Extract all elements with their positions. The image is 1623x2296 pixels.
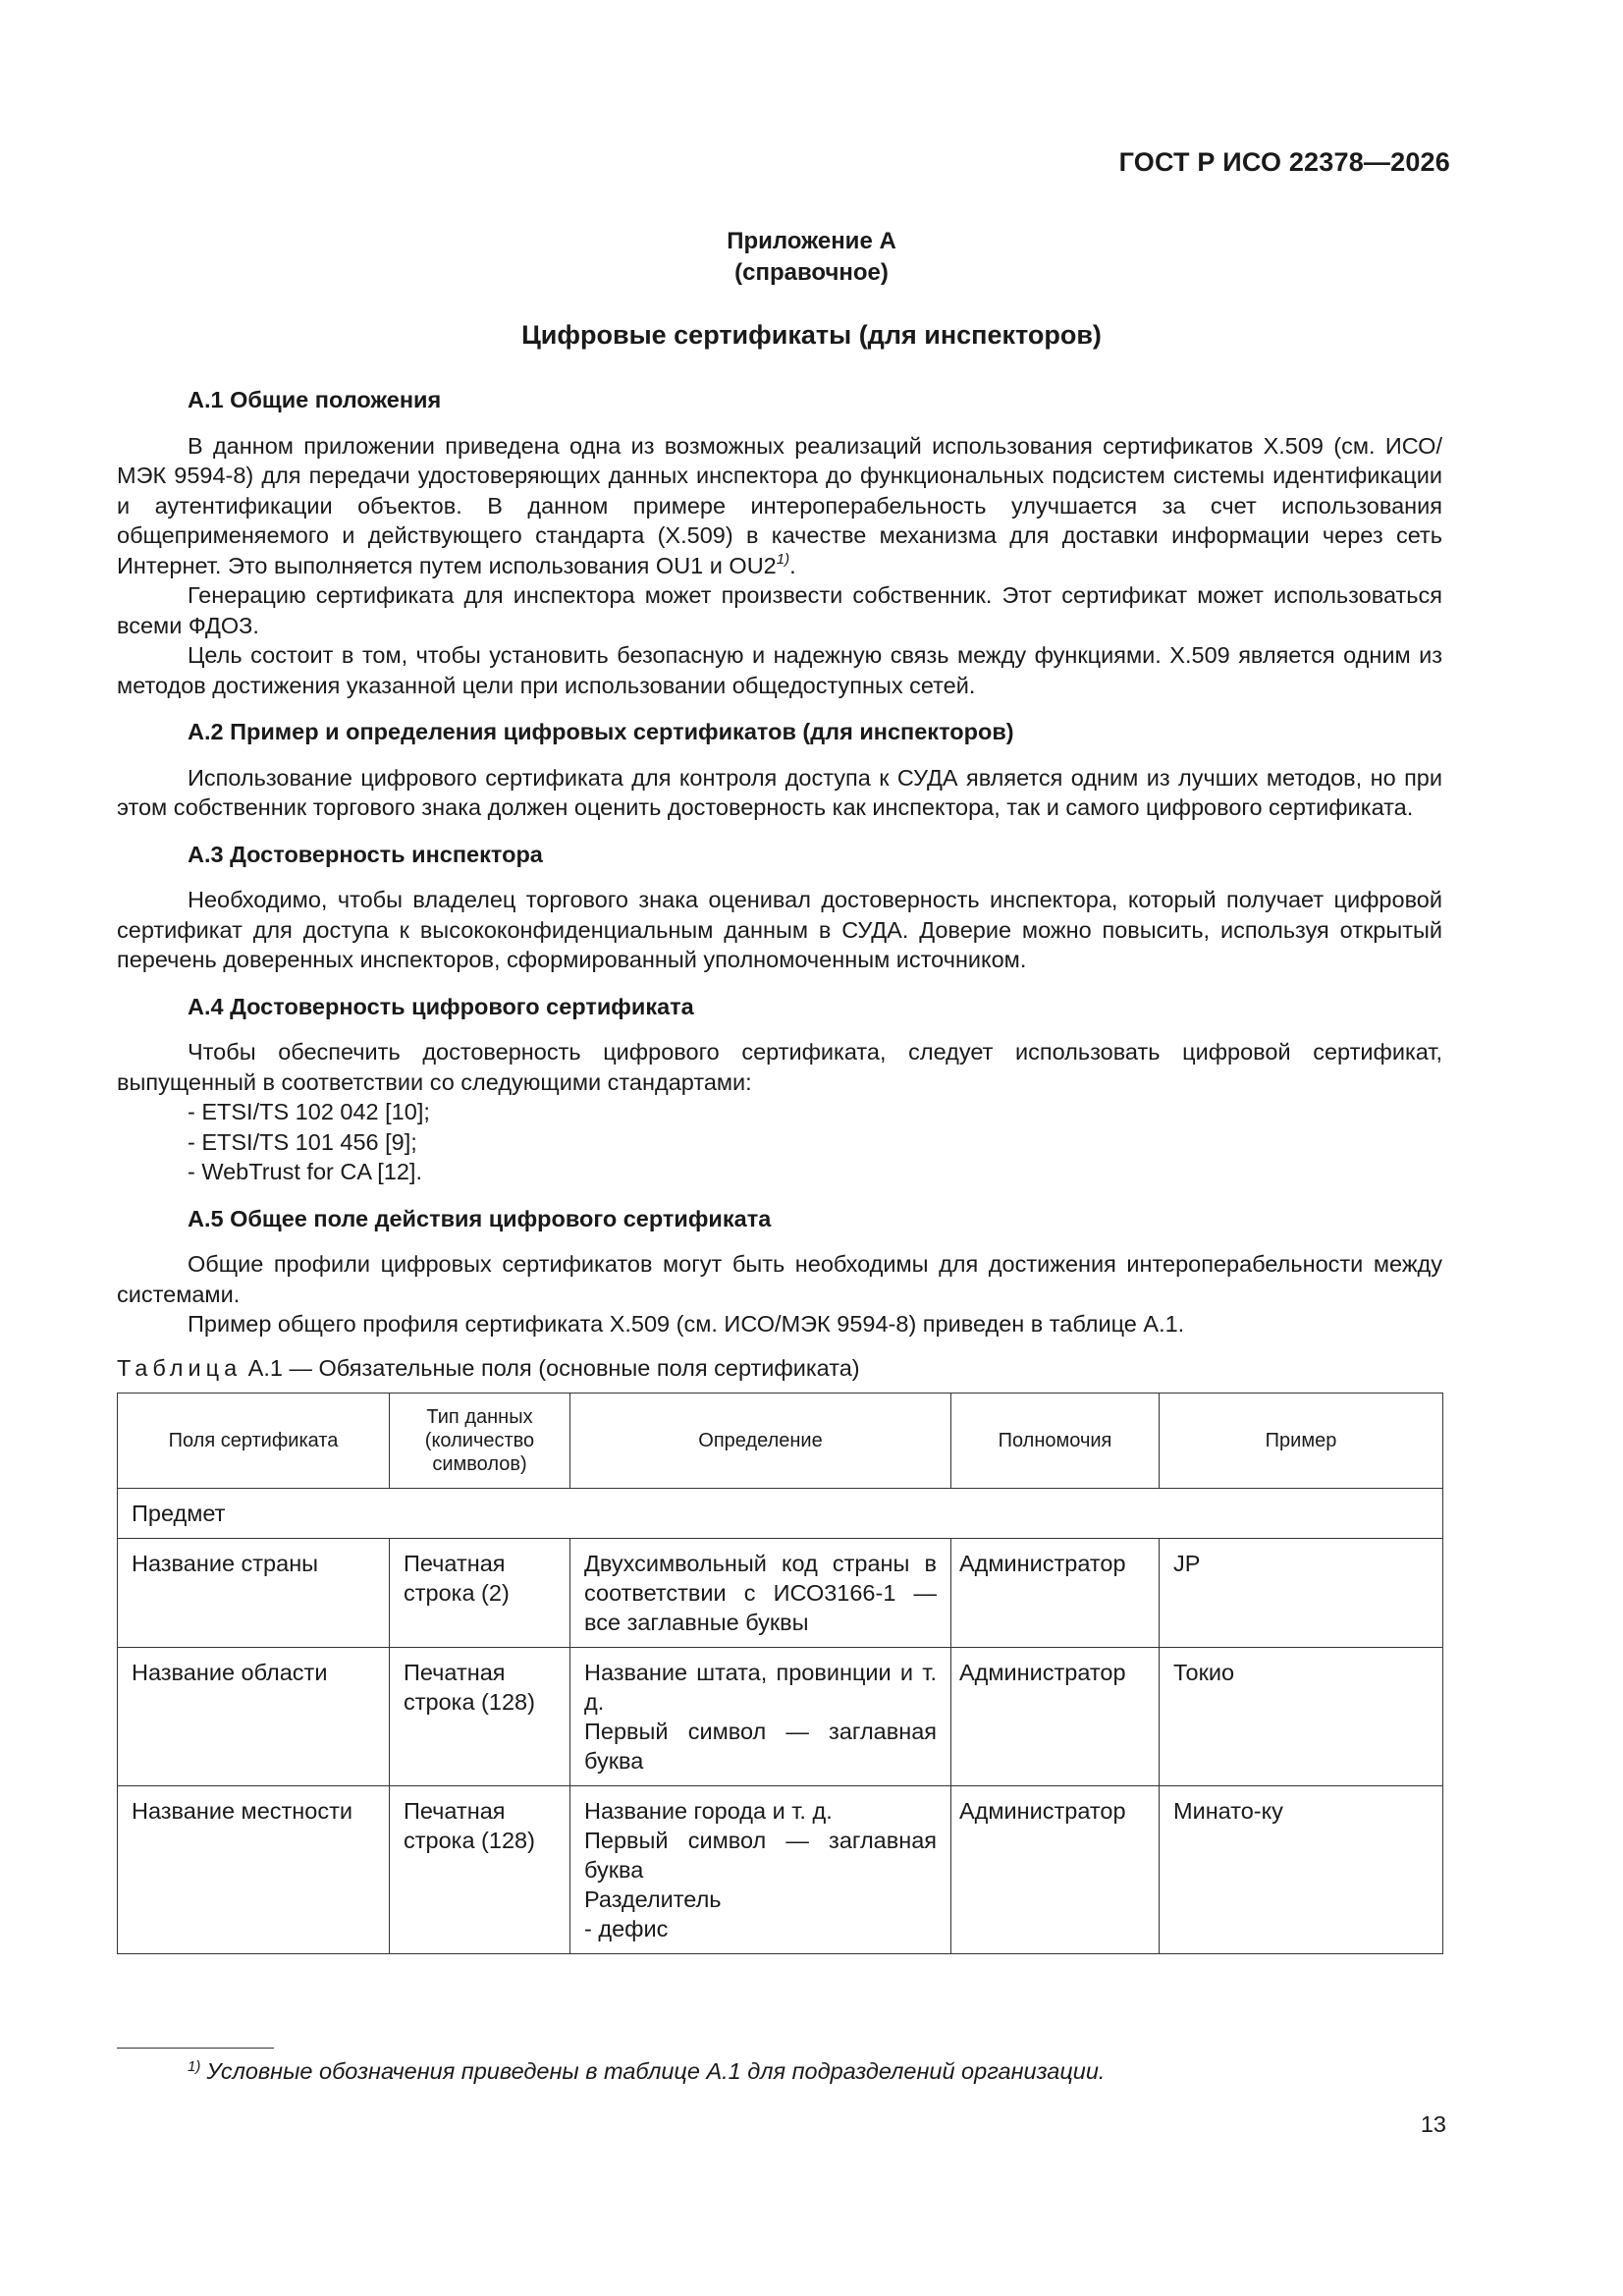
column-header: Полномочия bbox=[951, 1394, 1160, 1489]
table-cell: Токио bbox=[1160, 1648, 1443, 1786]
section-a5-paragraph: Пример общего профиля сертификата X.509 (см. ИСО/МЭК 9594-8) приведен в таблице А.1. bbox=[188, 1311, 1185, 1337]
list-item: - ETSI/TS 102 042 [10]; bbox=[188, 1099, 430, 1124]
table-cell: Название местности bbox=[118, 1786, 390, 1954]
table-cell: Минато-ку bbox=[1160, 1786, 1443, 1954]
table-cell: Название области bbox=[118, 1648, 390, 1786]
table-cell: JP bbox=[1160, 1539, 1443, 1648]
table-cell: Название штата, провинции и т. д. Первый символ — заглавная буква bbox=[570, 1648, 951, 1786]
section-a1-paragraph bbox=[117, 431, 1442, 581]
certificate-fields-table bbox=[117, 1393, 1443, 1954]
section-a1-paragraph-text: В данном приложении приведена одна из возможных реализаций использования сертификатов X.509 (см. ИСО/МЭК 9594-8) для передачи удостоверяющих данных инспектора до функциональных подсистем системы идентификации и аутентификации объектов. В данном примере интероперабельность улучшается за счет использования общеприменяемого и действующего стандарта (X.509) в качестве механизма для доставки информации через сеть Интернет. Это выполняется путем использования OU1 и OU2 bbox=[117, 432, 1442, 578]
table-header-row bbox=[118, 1394, 1443, 1489]
section-a4-paragraph: Чтобы обеспечить достоверность цифрового сертификата, следует использовать цифровой сертификат, выпущенный в соответствии со следующими стандартами: bbox=[117, 1039, 1442, 1095]
annex-title: Цифровые сертификаты (для инспекторов) bbox=[521, 320, 1102, 350]
section-a1-heading: А.1 Общие положения bbox=[188, 387, 442, 412]
section-a3-heading: А.3 Достоверность инспектора bbox=[188, 841, 543, 867]
list-item: - ETSI/TS 101 456 [9]; bbox=[188, 1128, 417, 1155]
table-cell: Печатная строка (2) bbox=[390, 1539, 570, 1648]
footnote-separator bbox=[117, 2048, 274, 2049]
table-cell: Название страны bbox=[118, 1539, 390, 1648]
column-header: Поля сертификата bbox=[118, 1394, 390, 1489]
column-header: Пример bbox=[1160, 1394, 1443, 1489]
section-a5-paragraph: Общие профили цифровых сертификатов могут быть необходимы для достижения интероперабельности между системами. bbox=[117, 1251, 1442, 1307]
annex-kind: (справочное) bbox=[734, 259, 889, 286]
section-a1-paragraph: Генерацию сертификата для инспектора может произвести собственник. Этот сертификат может использоваться всеми ФДОЗ. bbox=[117, 582, 1442, 638]
section-a3-paragraph: Необходимо, чтобы владелец торгового знака оценивал достоверность инспектора, который получает цифровой сертификат для доступа к высококонфиденциальным данным в СУДА. Доверие можно повысить, используя открытый перечень доверенных инспекторов, сформированный уполномоченным источником. bbox=[117, 887, 1442, 972]
table-cell: Администратор bbox=[951, 1786, 1160, 1954]
table-cell: Двухсимвольный код страны в соответствии с ИСО3166-1 — все заглавные буквы bbox=[570, 1539, 951, 1648]
section-a4-heading: А.4 Достоверность цифрового сертификата bbox=[188, 993, 694, 1019]
table-cell: Название города и т. д. Первый символ — заглавная буква Разделитель - дефис bbox=[570, 1786, 951, 1954]
table-caption-label: Таблица bbox=[117, 1354, 243, 1381]
table-cell: Печатная строка (128) bbox=[390, 1648, 570, 1786]
document-body bbox=[117, 385, 1442, 1954]
table-row bbox=[118, 1786, 1443, 1954]
section-a1-paragraph-end: . bbox=[789, 552, 796, 578]
footnote-ref: 1) bbox=[776, 550, 790, 568]
page-number: 13 bbox=[1420, 2111, 1446, 2137]
table-cell: Печатная строка (128) bbox=[390, 1786, 570, 1954]
section-a5-heading: А.5 Общее поле действия цифрового сертификата bbox=[188, 1205, 772, 1231]
column-header: Тип данных (количество символов) bbox=[390, 1394, 570, 1489]
section-a1-paragraph: Цель состоит в том, чтобы установить безопасную и надежную связь между функциями. X.509 является одним из методов достижения указанной цели при использовании общедоступных сетей. bbox=[117, 642, 1442, 698]
section-a2-paragraph: Использование цифрового сертификата для контроля доступа к СУДА является одним из лучших методов, но при этом собственник торгового знака должен оценить достоверность как инспектора, так и самого цифрового сертификата. bbox=[117, 764, 1442, 820]
section-a2-heading: А.2 Пример и определения цифровых сертификатов (для инспекторов) bbox=[188, 719, 1014, 744]
document-code: ГОСТ Р ИСО 22378—2026 bbox=[1118, 147, 1450, 177]
table-group-row bbox=[118, 1489, 1443, 1539]
table-row bbox=[118, 1539, 1443, 1648]
group-cell: Предмет bbox=[118, 1489, 1443, 1539]
footnote-text: Условные обозначения приведены в таблице А.1 для подразделений организации. bbox=[206, 2058, 1106, 2084]
table-caption bbox=[117, 1353, 1442, 1384]
footnote bbox=[188, 2058, 1105, 2085]
table-cell: Администратор bbox=[951, 1648, 1160, 1786]
annex-label: Приложение А bbox=[727, 228, 896, 254]
footnote-mark: 1) bbox=[188, 2058, 201, 2075]
list-item: - WebTrust for CA [12]. bbox=[188, 1159, 422, 1184]
table-cell: Администратор bbox=[951, 1539, 1160, 1648]
table-row bbox=[118, 1648, 1443, 1786]
table-caption-text: А.1 — Обязательные поля (основные поля сертификата) bbox=[242, 1354, 860, 1381]
column-header: Определение bbox=[570, 1394, 951, 1489]
